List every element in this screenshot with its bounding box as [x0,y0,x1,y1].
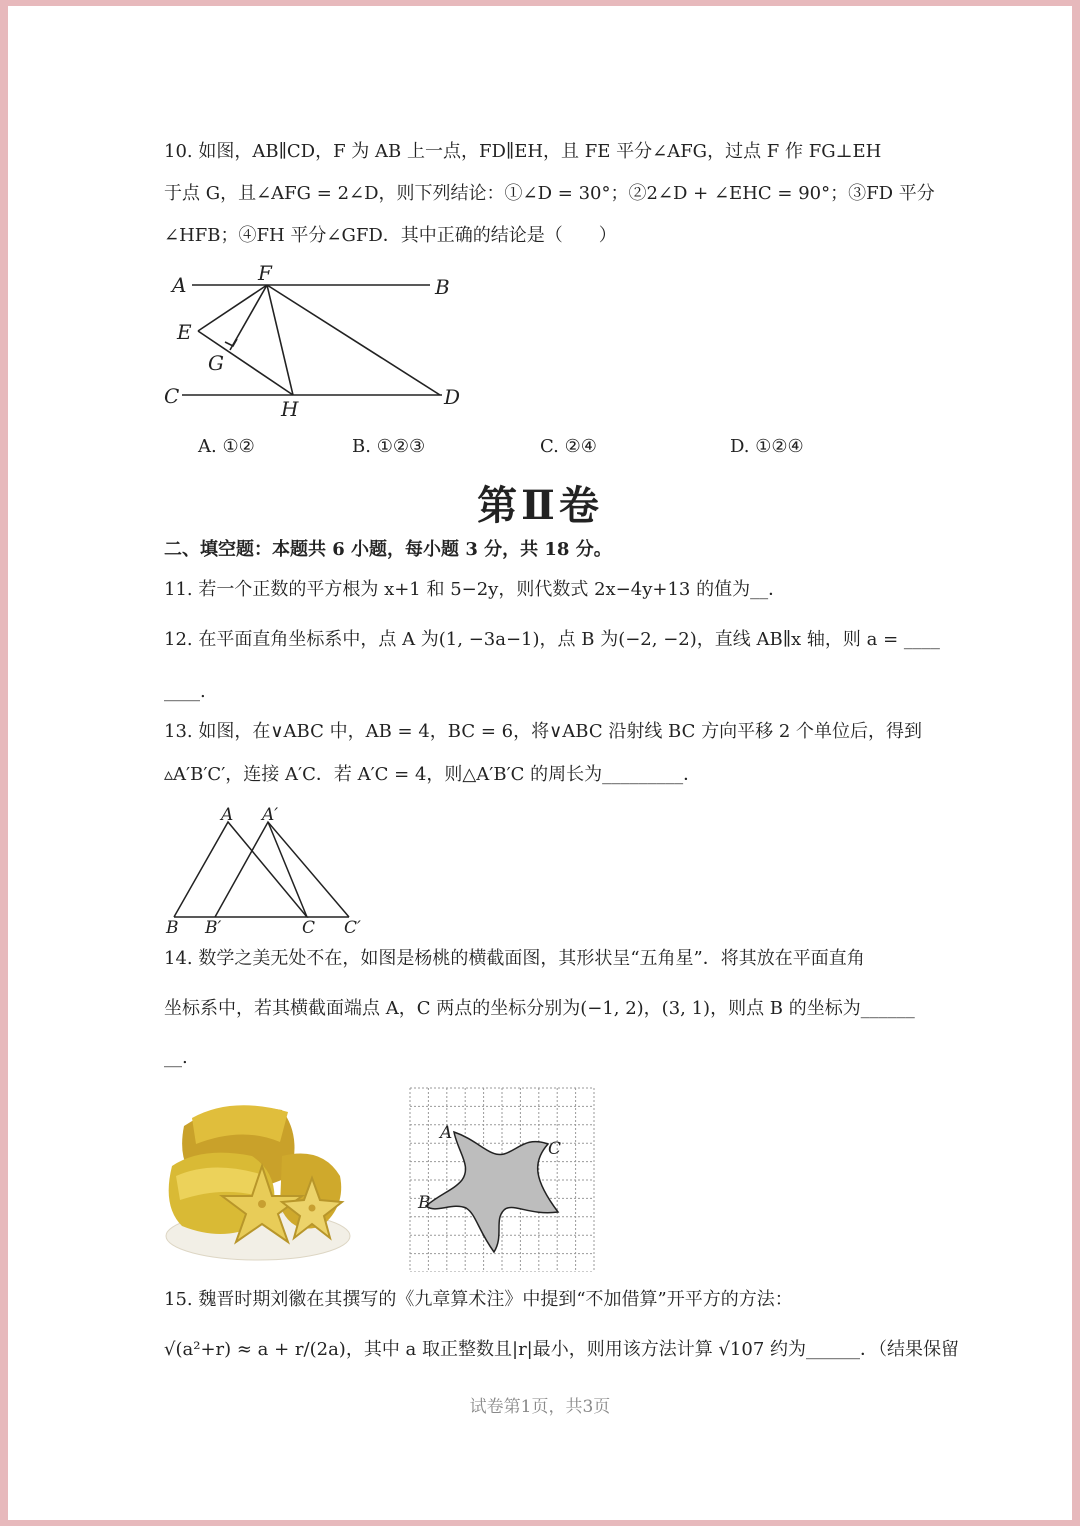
q10-label-b: B [435,275,450,299]
q10-label-g: G [208,351,224,375]
q14-label-b: B [418,1193,431,1213]
q13-label-c: C [302,918,316,938]
q10-label-d: D [444,385,461,409]
q10-figure [160,258,480,422]
q12-line1: 12. 在平面直角坐标系中，点 A 为(1, −3a−1)，点 B 为(−2, −2)，直线 AB∥x 轴，则 a = ____ [164,629,940,650]
q13-label-c-prime: C′ [344,918,361,938]
q13-label-b: B [166,918,179,938]
starfruit-photo [162,1096,354,1266]
q14-line3: __. [164,1047,188,1068]
star-shape [426,1132,558,1252]
section2-heading: 二、填空题：本题共 6 小题，每小题 3 分，共 18 分。 [164,539,612,560]
q14-line1: 14. 数学之美无处不在，如图是杨桃的横截面图，其形状呈“五角星”．将其放在平面直角 [164,948,865,969]
q11-text: 11. 若一个正数的平方根为 x+1 和 5−2y，则代数式 2x−4y+13 的值为__． [164,579,787,600]
q13-line2: ▵A′B′C′，连接 A′C．若 A′C = 4，则△A′B′C 的周长为_________． [164,764,702,785]
q10-option-a: A. ①② [198,436,255,457]
q10-option-d: D. ①②④ [730,436,804,457]
q10-label-e: E [177,320,192,344]
q10-line2: 于点 G，且∠AFG = 2∠D，则下列结论：①∠D = 30°；②2∠D + ∠EHC = 90°；③FD 平分 [164,183,935,204]
q15-line2: √(a²+r) ≈ a + r/(2a)，其中 a 取正整数且|r|最小，则用该方法计算 √107 约为______．（结果保留 [164,1339,960,1360]
q13-line1: 13. 如图，在∨ABC 中，AB = 4，BC = 6，将∨ABC 沿射线 BC 方向平移 2 个单位后，得到 [164,721,922,742]
q13-label-a: A [221,805,234,825]
q10-label-c: C [164,384,180,408]
q10-label-h: H [281,397,299,421]
q14-label-a: A [440,1123,453,1143]
q15-line1: 15. 魏晋时期刘徽在其撰写的《九章算术注》中提到“不加借算”开平方的方法： [164,1289,793,1310]
q10-line1: 10. 如图，AB∥CD，F 为 AB 上一点，FD∥EH，且 FE 平分∠AFG，过点 F 作 FG⊥EH [164,141,882,162]
q13-label-a-prime: A′ [262,805,279,825]
part2-title: 第Ⅱ卷 [477,482,603,529]
q12-line2: ____. [164,681,206,702]
q14-line2: 坐标系中，若其横截面端点 A，C 两点的坐标分别为(−1, 2)，(3, 1)，则点 B 的坐标为______ [164,998,915,1019]
page-footer: 试卷第1页，共3页 [469,1397,611,1417]
q10-line3: ∠HFB；④FH 平分∠GFD．其中正确的结论是（ ） [164,225,617,246]
q14-label-c: C [548,1139,562,1159]
q10-option-b: B. ①②③ [352,436,426,457]
q10-label-a: A [172,273,187,297]
q14-star-grid-figure [408,1086,598,1272]
q13-figure [160,800,370,940]
q10-label-f: F [258,261,272,285]
q13-label-b-prime: B′ [205,918,222,938]
q10-option-c: C. ②④ [540,436,597,457]
